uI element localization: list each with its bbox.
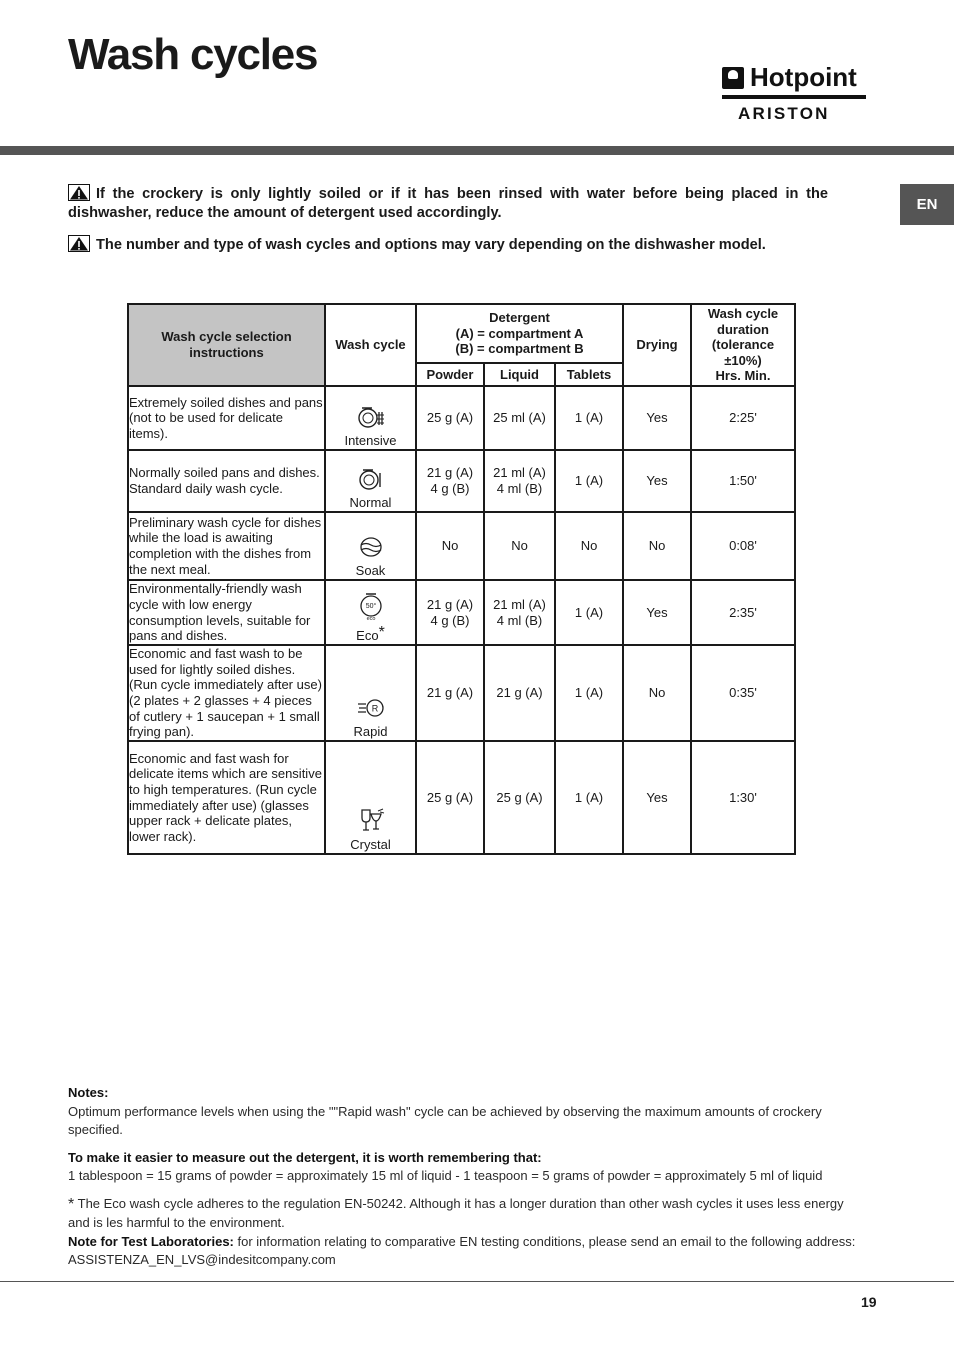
warning-text-1: If the crockery is only lightly soiled or if it has been rinsed with water before being placed in the dishwasher, reduce the amount of detergent used accordingly. — [68, 186, 828, 221]
page-number: 19 — [861, 1294, 877, 1310]
brand-name: Hotpoint — [750, 62, 857, 92]
language-tab: EN — [900, 184, 954, 225]
cycle-name: Rapid — [353, 724, 388, 740]
warning-note-2 — [68, 235, 838, 255]
row-description: Extremely soiled dishes and pans (not to be used for delicate items). — [128, 386, 325, 450]
liquid-value: No — [484, 512, 555, 580]
warning-icon — [68, 184, 90, 201]
drying-value: Yes — [623, 580, 691, 645]
liquid-value: 21 ml (A) 4 ml (B) — [484, 450, 555, 512]
footer-divider — [0, 1281, 954, 1282]
row-description: Normally soiled pans and dishes. Standard daily wash cycle. — [128, 450, 325, 512]
notes-lab-label: Note for Test Laboratories: — [68, 1233, 234, 1249]
drying-value: Yes — [623, 741, 691, 854]
header-detergent-a: (A) = compartment A — [455, 325, 584, 341]
row-cycle — [325, 741, 416, 854]
tablets-value: 1 (A) — [555, 386, 623, 450]
header-duration-1: Wash cycle duration — [707, 306, 779, 337]
tablets-value: No — [555, 512, 623, 580]
header-divider — [0, 146, 954, 155]
drying-value: No — [623, 512, 691, 580]
header-duration-3: Hrs. Min. — [715, 368, 771, 384]
tablets-value: 1 (A) — [555, 580, 623, 645]
rapid-icon-letter: R — [371, 703, 378, 714]
duration-value: 2:35' — [691, 580, 795, 645]
row-cycle — [325, 645, 416, 741]
notes-measure-text: 1 tablespoon = 15 grams of powder = approximately 15 ml of liquid - 1 teaspoon = 5 grams of powder = approximately 5 ml of liquid — [68, 1168, 823, 1183]
notes-rapid: Optimum performance levels when using the ""Rapid wash" cycle can be achieved by observing the maximum amounts of crockery specified. — [68, 1103, 822, 1137]
liquid-value: 21 g (A) — [484, 645, 555, 741]
header-powder: Powder — [416, 363, 484, 386]
eco-icon-label: eco — [366, 616, 375, 622]
normal-icon — [356, 467, 386, 491]
header-drying: Drying — [623, 304, 691, 386]
table-row — [128, 386, 795, 450]
row-cycle — [325, 450, 416, 512]
soak-icon — [356, 535, 386, 559]
powder-value: 25 g (A) — [416, 386, 484, 450]
intensive-icon — [356, 405, 386, 429]
header-detergent-title: Detergent — [489, 310, 550, 326]
liquid-value: 25 g (A) — [484, 741, 555, 854]
hotpoint-mark-icon — [722, 67, 744, 89]
header-tablets: Tablets — [555, 363, 623, 386]
page-title: Wash cycles — [68, 30, 318, 79]
header-duration-2: (tolerance ±10%) — [711, 337, 775, 368]
notes-heading: Notes: — [68, 1085, 109, 1100]
drying-value: No — [623, 645, 691, 741]
tablets-value: 1 (A) — [555, 741, 623, 854]
warning-icon — [68, 235, 90, 252]
powder-value: 21 g (A) 4 g (B) — [416, 580, 484, 645]
row-description: Environmentally-friendly wash cycle with low energy consumption levels, suitable for pans and dishes. — [128, 580, 325, 645]
notes-lab-text: for information relating to comparative EN testing conditions, please send an email to the following address: ASSISTENZA_EN_LVS@indesitcompany.com — [68, 1233, 856, 1267]
eco-asterisk: * — [378, 624, 385, 642]
row-cycle — [325, 512, 416, 580]
duration-value: 1:30' — [691, 741, 795, 854]
brand-sub: ARISTON — [738, 104, 830, 123]
header-instructions: Wash cycle selection instructions — [128, 304, 325, 386]
warning-text-2: The number and type of wash cycles and options may vary depending on the dishwasher model. — [96, 237, 766, 253]
eco-icon — [356, 591, 386, 621]
liquid-value: 25 ml (A) — [484, 386, 555, 450]
eco-icon-temp: 50° — [365, 603, 376, 611]
duration-value: 0:35' — [691, 645, 795, 741]
warning-note-1 — [68, 184, 828, 223]
wash-cycles-table — [127, 303, 796, 855]
brand-logo — [722, 62, 868, 124]
notes-section — [68, 1084, 868, 1270]
table-row — [128, 512, 795, 580]
row-description: Preliminary wash cycle for dishes while the load is awaiting completion with the dishes from the next meal. — [128, 512, 325, 580]
liquid-value: 21 ml (A) 4 ml (B) — [484, 580, 555, 645]
tablets-value: 1 (A) — [555, 645, 623, 741]
row-description: Economic and fast wash to be used for lightly soiled dishes. (Run cycle immediately after use) (2 plates + 2 glasses + 4 pieces of cutlery + 1 saucepan + 1 small frying pan). — [128, 645, 325, 741]
notes-measure-heading: To make it easier to measure out the detergent, it is worth remembering that: — [68, 1149, 542, 1165]
powder-value: 25 g (A) — [416, 741, 484, 854]
drying-value: Yes — [623, 386, 691, 450]
header-detergent-b: (B) = compartment B — [455, 341, 584, 357]
powder-value: No — [416, 512, 484, 580]
crystal-icon — [356, 807, 386, 833]
cycle-name: Normal — [349, 495, 392, 511]
rapid-icon — [356, 696, 386, 720]
table-row — [128, 450, 795, 512]
row-description: Economic and fast wash for delicate items which are sensitive to high temperatures. (Run cycle immediately after use) (glasses upper rack + delicate plates, lower rack). — [128, 741, 325, 854]
powder-value: 21 g (A) 4 g (B) — [416, 450, 484, 512]
table-row — [128, 645, 795, 741]
table-row — [128, 741, 795, 854]
header-liquid: Liquid — [484, 363, 555, 386]
cycle-name: Crystal — [350, 837, 391, 853]
cycle-name: Soak — [355, 563, 386, 579]
drying-value: Yes — [623, 450, 691, 512]
duration-value: 2:25' — [691, 386, 795, 450]
duration-value: 1:50' — [691, 450, 795, 512]
powder-value: 21 g (A) — [416, 645, 484, 741]
row-cycle — [325, 580, 416, 645]
notes-eco-text: The Eco wash cycle adheres to the regulation EN-50242. Although it has a longer duration than other wash cycles it uses less energy and is les harmful to the environment. — [68, 1195, 844, 1230]
notes-eco-asterisk: * — [68, 1195, 75, 1213]
header-wash-cycle: Wash cycle — [325, 304, 416, 386]
cycle-name: Intensive — [344, 433, 397, 449]
header-duration — [691, 304, 795, 386]
duration-value: 0:08' — [691, 512, 795, 580]
tablets-value: 1 (A) — [555, 450, 623, 512]
header-detergent — [416, 304, 623, 363]
cycle-name: Eco — [356, 628, 379, 644]
table-row — [128, 580, 795, 645]
row-cycle — [325, 386, 416, 450]
